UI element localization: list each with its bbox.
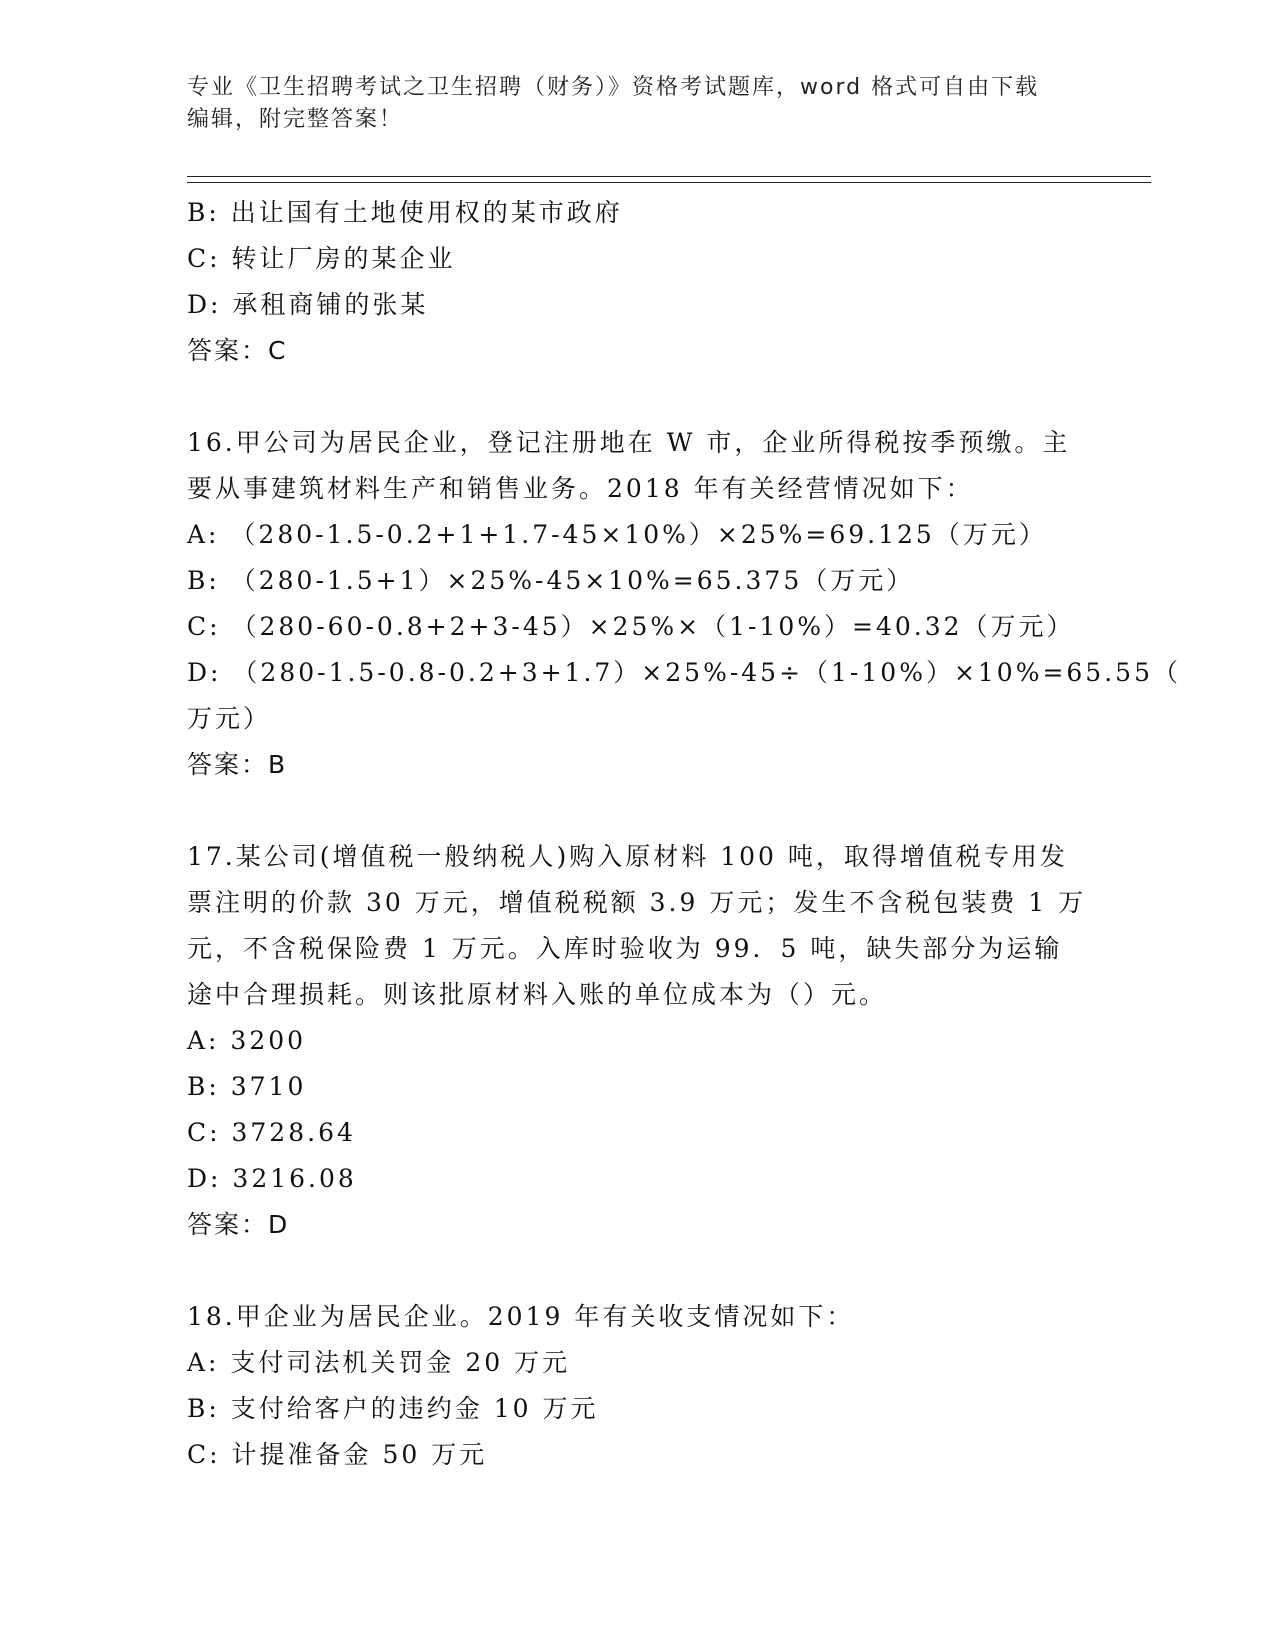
option-c: C: 转让厂房的某企业 xyxy=(187,244,456,273)
option-a: A: 3200 xyxy=(187,1026,307,1055)
option-b: B: 支付给客户的违约金 10 万元 xyxy=(187,1394,599,1423)
header-divider-top xyxy=(187,176,1151,177)
option-b: B: 3710 xyxy=(187,1072,307,1101)
document-body xyxy=(187,190,1181,1478)
header-line-1: 专业《卫生招聘考试之卫生招聘（财务）》资格考试题库，word 格式可自由下载 xyxy=(187,75,1040,100)
option-b: B: 出让国有土地使用权的某市政府 xyxy=(187,198,623,227)
spacer xyxy=(187,788,1087,834)
option-d-continuation: 万元） xyxy=(187,704,272,733)
header-divider-bottom xyxy=(187,182,1151,183)
question-stem-line: 元，不含税保险费 1 万元。入库时验收为 99．5 吨，缺失部分为运输 xyxy=(187,934,1063,963)
option-d: D: 承租商铺的张某 xyxy=(187,290,429,319)
question-17 xyxy=(187,834,1087,1248)
question-stem-line: 途中合理损耗。则该批原材料入账的单位成本为（）元。 xyxy=(187,980,888,1009)
option-c: C: （280-60-0.8+2+3-45）×25%×（1-10%）=40.32（万元） xyxy=(187,612,1075,641)
spacer xyxy=(187,1248,1087,1294)
option-c: C: 计提准备金 50 万元 xyxy=(187,1440,488,1469)
question-stem-line: 要从事建筑材料生产和销售业务。2018 年有关经营情况如下： xyxy=(187,474,974,503)
option-a: A: （280-1.5-0.2+1+1.7-45×10%）×25%=69.125（万元） xyxy=(187,520,1047,549)
question-stem-line: 票注明的价款 30 万元，增值税税额 3.9 万元；发生不含税包装费 1 万 xyxy=(187,888,1087,917)
document-header xyxy=(187,72,1087,136)
option-b: B: （280-1.5+1）×25%-45×10%=65.375（万元） xyxy=(187,566,915,595)
answer-line: 答案：C xyxy=(187,336,288,365)
question-16 xyxy=(187,420,1181,788)
header-line-2: 编辑，附完整答案！ xyxy=(187,107,404,132)
answer-line: 答案：B xyxy=(187,750,288,779)
spacer xyxy=(187,374,1087,420)
answer-line: 答案：D xyxy=(187,1210,290,1239)
option-d: D: 3216.08 xyxy=(187,1164,357,1193)
option-d: D: （280-1.5-0.8-0.2+3+1.7）×25%-45÷（1-10%）×10%=65.55（ xyxy=(187,658,1181,687)
question-15-continuation xyxy=(187,190,1087,374)
question-18 xyxy=(187,1294,1087,1478)
question-stem-line: 17.某公司(增值税一般纳税人)购入原材料 100 吨，取得增值税专用发 xyxy=(187,842,1068,871)
question-stem-line: 16.甲公司为居民企业，登记注册地在 W 市，企业所得税按季预缴。主 xyxy=(187,428,1071,457)
option-c: C: 3728.64 xyxy=(187,1118,356,1147)
question-stem-line: 18.甲企业为居民企业。2019 年有关收支情况如下： xyxy=(187,1302,855,1331)
option-a: A: 支付司法机关罚金 20 万元 xyxy=(187,1348,571,1377)
